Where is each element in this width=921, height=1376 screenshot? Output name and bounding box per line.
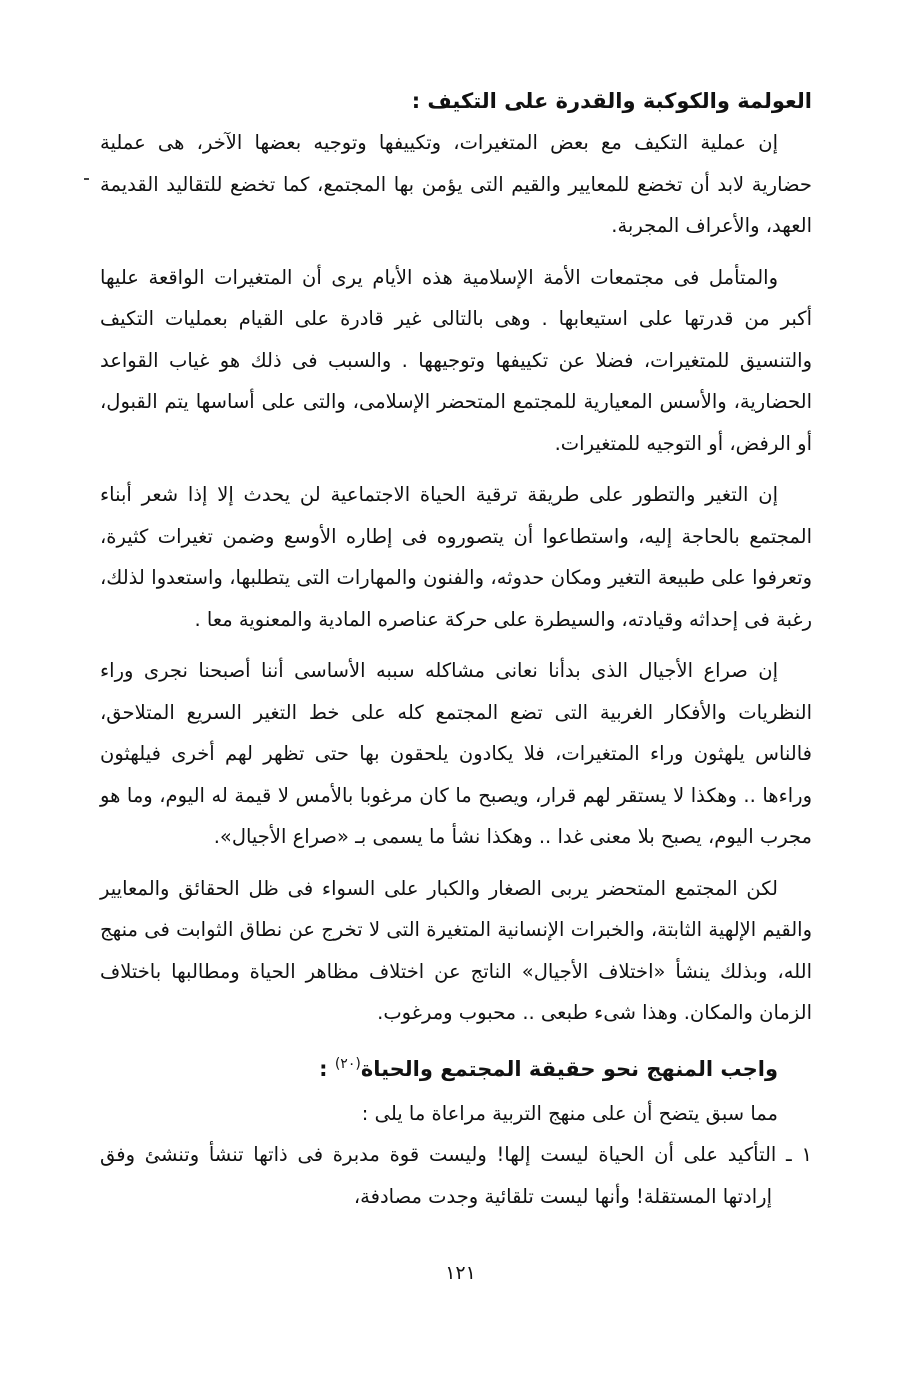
list-item-1: ١ ـ التأكيد على أن الحياة ليست إلها! وليست قوة مدبرة فى ذاتها تنشأ وتنشئ وفق إرادتها المستقلة! وأنها ليست تلقائية وجدت مصادفة،: [100, 1143, 812, 1208]
paragraph-3: إن التغير والتطور على طريقة ترقية الحياة الاجتماعية لن يحدث إلا إذا شعر أبناء المجتمع بالحاجة إليه، واستطاعوا أن يتصوروه فى إطاره الأوسع وضمن تغيرات كثيرة، وتعرفوا على طبيعة التغير ومكان حدوثه، والفنون والمهارات التى يتطلبها، واستعدوا لذلك، رغبة فى إحداثه وقيادته، والسيطرة على حركة عناصره المادية والمعنوية معا .: [100, 483, 812, 631]
page-number: ١٢١: [445, 1262, 476, 1284]
section-heading-globalization: العولمة والكوكبة والقدرة على التكيف :: [411, 89, 812, 113]
section-heading-text: واجب المنهج نحو حقيقة المجتمع والحياة: [360, 1056, 778, 1081]
intro-paragraph: مما سبق يتضح أن على منهج التربية مراعاة ما يلى :: [361, 1101, 778, 1125]
paragraph-2: والمتأمل فى مجتمعات الأمة الإسلامية هذه الأيام يرى أن المتغيرات الواقعة عليها أكبر من قدرتها على استيعابها . وهى بالتالى غير قادرة على القيام بعمليات التكيف والتنسيق للمتغيرات، فضلا عن تكييفها وتوجيهها . والسبب فى ذلك هو غياب القواعد الحضارية، والأسس المعيارية للمجتمع المتحضر الإسلامى، والتى على أساسها يتم القبول، أو الرفض، أو التوجيه للمتغيرات.: [100, 265, 812, 455]
footnote-reference: (٢٠): [334, 1055, 361, 1072]
section-heading-colon: :: [319, 1056, 335, 1081]
paragraph-1: إن عملية التكيف مع بعض المتغيرات، وتكييفها وتوجيه بعضها الآخر، هى عملية حضارية لابد أن تخضع للمعايير والقيم التى يؤمن بها المجتمع، كما تخضع للتقاليد القديمة العهد، والأعراف المجربة.: [100, 131, 812, 237]
section-heading-curriculum-duty: [100, 1044, 778, 1089]
paragraph-4: إن صراع الأجيال الذى بدأنا نعانى مشاكله سببه الأساسى أننا أصبحنا نجرى وراء النظريات والأفكار الغربية التى تضع المجتمع كله على خط التغير السريع المتلاحق، فالناس يلهثون وراء المتغيرات، فلا يكادون يلحقون بها حتى تظهر لهم أخرى فيلهثون وراءها .. وهكذا لا يستقر لهم قرار، ويصبح ما كان مرغوبا بالأمس لا قيمة له اليوم، وما هو مجرب اليوم، يصبح بلا معنى غدا .. وهكذا نشأ ما يسمى بـ «صراع الأجيال».: [100, 659, 812, 848]
margin-mark: [84, 178, 89, 180]
page-content: [100, 82, 812, 1217]
paragraph-5: لكن المجتمع المتحضر يربى الصغار والكبار على السواء فى ظل الحقائق والمعايير والقيم الإلهية الثابتة، والخبرات الإنسانية المتغيرة التى لا تخرج عن نطاق الثوابت فى منهج الله، وبذلك ينشأ «اختلاف الأجيال» الناتج عن اختلاف مظاهر الحياة ومطالبها باختلاف الزمان والمكان. وهذا شىء طبعى .. محبوب ومرغوب.: [100, 876, 812, 1024]
